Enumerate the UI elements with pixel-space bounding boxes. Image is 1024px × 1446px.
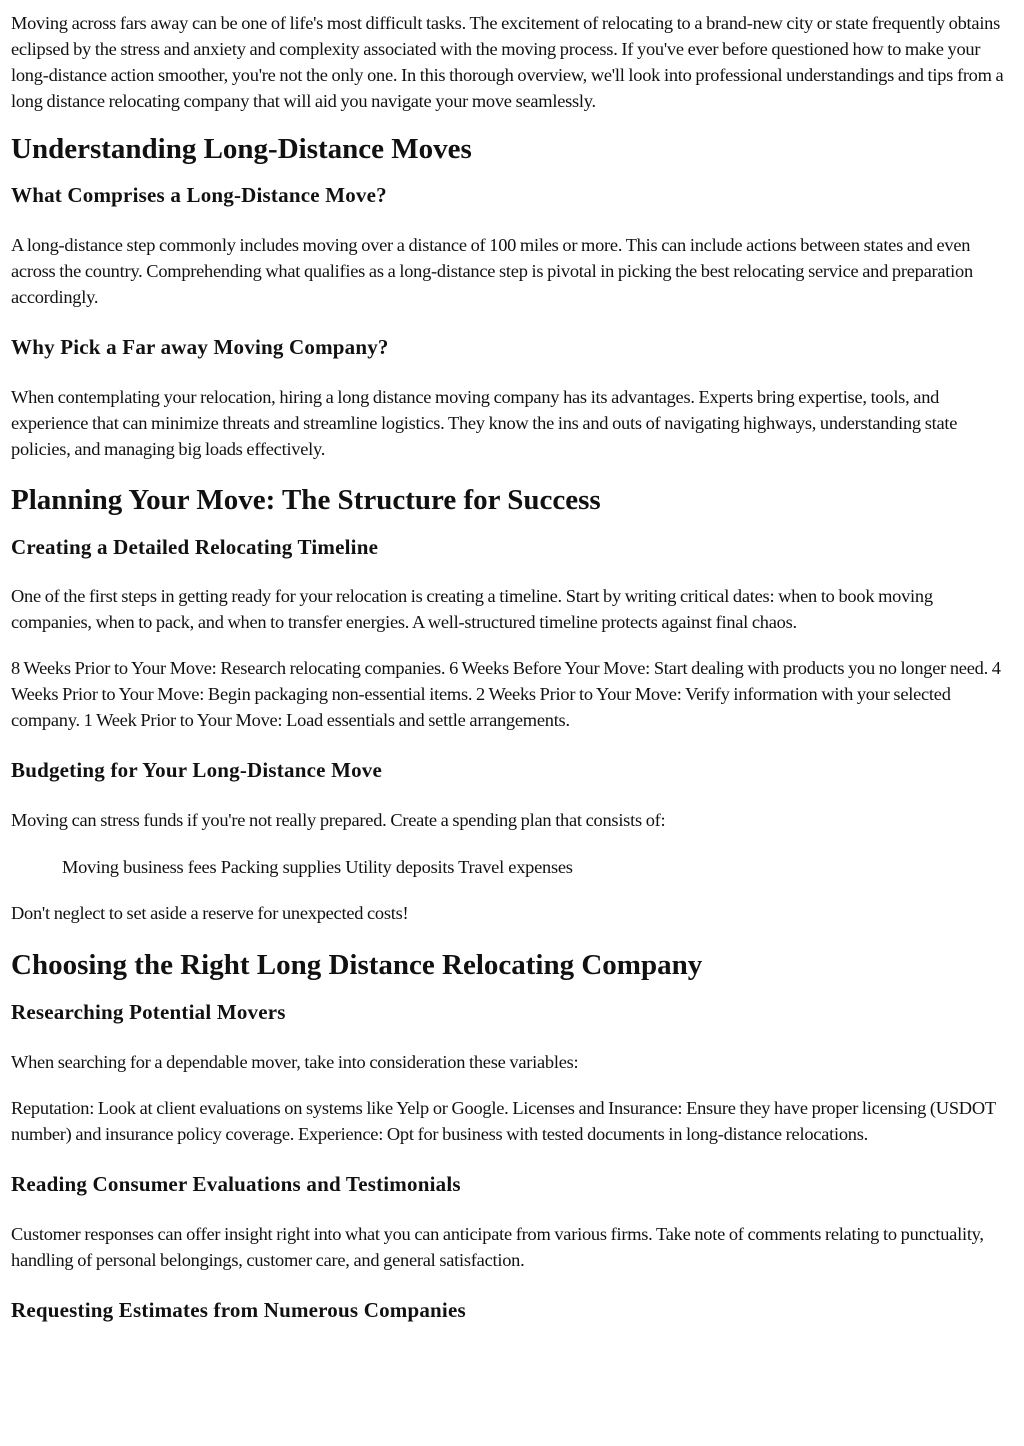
paragraph-reserve-note: Don't neglect to set aside a reserve for unexpected costs!	[11, 903, 409, 923]
subheading-reviews: Reading Consumer Evaluations and Testimonials	[11, 1172, 461, 1196]
section-heading-understanding: Understanding Long-Distance Moves	[11, 133, 472, 165]
paragraph-timeline: One of the first steps in getting ready for your relocation is creating a timeline. Start by writing critical dates: when to book moving companies, when to pack, and when to transfer energies. A well-structured timeline protects against final chaos.	[11, 586, 933, 632]
section-heading-choosing: Choosing the Right Long Distance Relocating Company	[11, 949, 703, 981]
subheading-budgeting: Budgeting for Your Long-Distance Move	[11, 758, 383, 782]
paragraph-researching: When searching for a dependable mover, take into consideration these variables:	[11, 1052, 579, 1072]
subheading-why-pick: Why Pick a Far away Moving Company?	[11, 335, 389, 359]
paragraph-why-pick: When contemplating your relocation, hiring a long distance moving company has its advantages. Experts bring expertise, tools, and experience that can minimize threats and streamline logistics. They know the ins and outs of navigating highways, understanding state policies, and managing big loads effectively.	[11, 387, 958, 459]
paragraph-what-comprises: A long-distance step commonly includes moving over a distance of 100 miles or more. This can include actions between states and even across the country. Comprehending what qualifies as a long-distance step is pivotal in picking the best relocating service and preparation accordingly.	[11, 235, 973, 307]
subheading-timeline: Creating a Detailed Relocating Timeline	[11, 535, 379, 559]
intro-paragraph: Moving across fars away can be one of life's most difficult tasks. The excitement of relocating to a brand-new city or state frequently obtains eclipsed by the stress and anxiety and complexity associated with the moving process. If you've ever before questioned how to make your long-distance action smoother, you're not the only one. In this thorough overview, we'll look into professional understandings and tips from a long distance relocating company that will aid you navigate your move seamlessly.	[11, 13, 1004, 111]
subheading-what-comprises: What Comprises a Long-Distance Move?	[11, 183, 387, 207]
subheading-researching: Researching Potential Movers	[11, 1000, 286, 1024]
paragraph-mover-factors: Reputation: Look at client evaluations on systems like Yelp or Google. Licenses and Insurance: Ensure they have proper licensing (USDOT number) and insurance policy coverage. Experience: Opt for business with tested documents in long-distance relocations.	[11, 1098, 996, 1144]
paragraph-budgeting: Moving can stress funds if you're not really prepared. Create a spending plan that consists of:	[11, 810, 666, 830]
budget-items-list: Moving business fees Packing supplies Utility deposits Travel expenses	[62, 857, 573, 877]
paragraph-timeline-steps: 8 Weeks Prior to Your Move: Research relocating companies. 6 Weeks Before Your Move: Start dealing with products you no longer need. 4 Weeks Prior to Your Move: Begin packaging non-essential items. 2 Weeks Prior to Your Move: Verify information with your selected company. 1 Week Prior to Your Move: Load essentials and settle arrangements.	[11, 658, 1001, 730]
section-heading-planning: Planning Your Move: The Structure for Success	[11, 484, 601, 516]
subheading-estimates: Requesting Estimates from Numerous Companies	[11, 1298, 466, 1322]
paragraph-reviews: Customer responses can offer insight right into what you can anticipate from various firms. Take note of comments relating to punctuality, handling of personal belongings, customer care, and general satisfaction.	[11, 1224, 984, 1270]
